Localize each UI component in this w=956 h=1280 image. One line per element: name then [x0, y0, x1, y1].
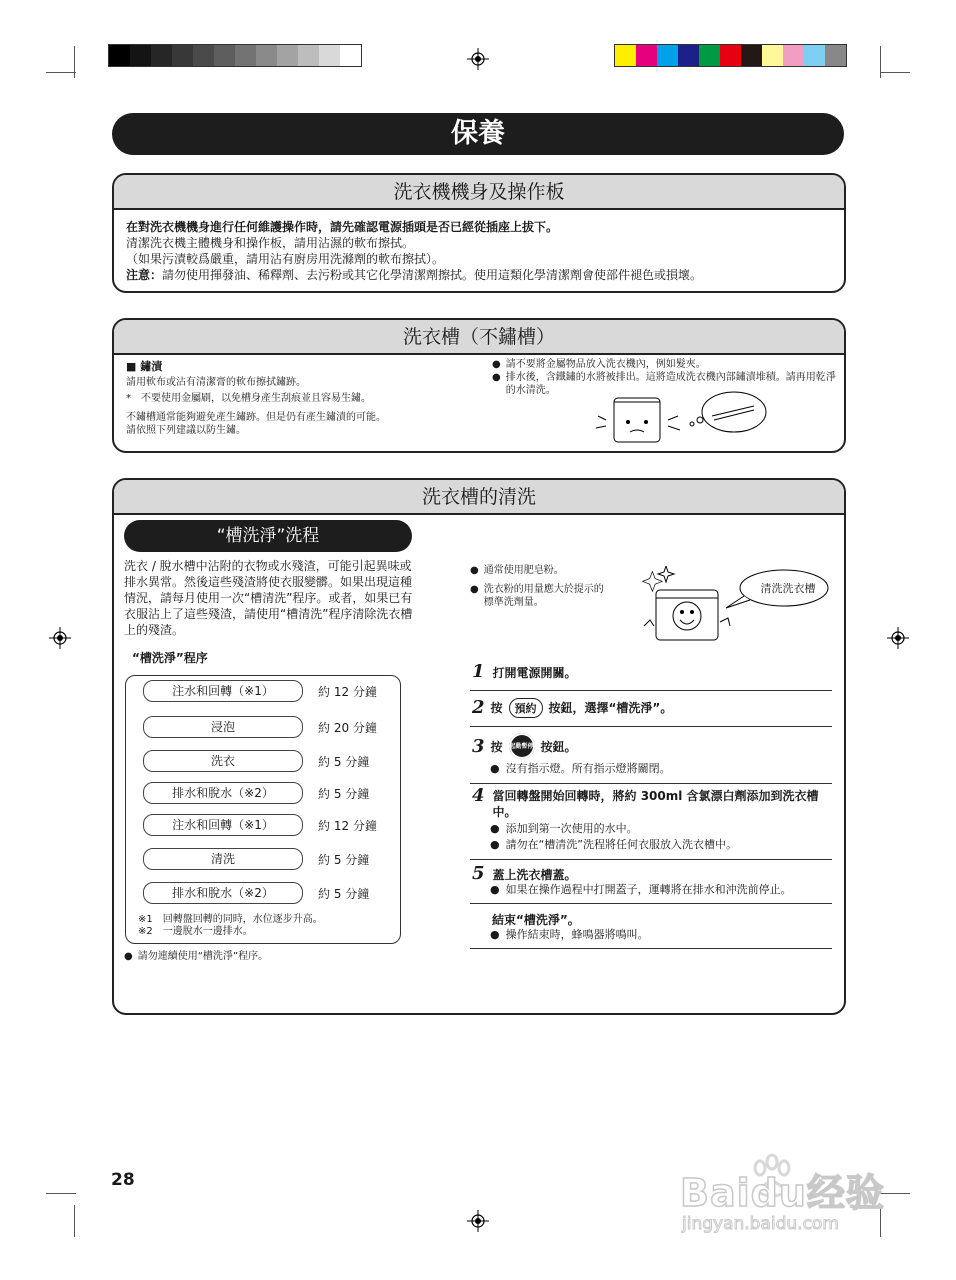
grayscale-calibration-bar: [108, 44, 362, 67]
color-swatch: [699, 45, 720, 66]
divider: [470, 690, 832, 691]
list-item: ● 操作結束時，蜂鳴器將鳴叫。: [490, 928, 649, 941]
list-item: ● 請不要將金屬物品放入洗衣機內，例如髮夾。: [492, 359, 706, 370]
list-item: ● 排水後，含鐵鏽的水將被排出。這將造成洗衣機內部鏽漬堆積。請再用乾淨的水清洗。: [492, 372, 836, 396]
divider: [470, 726, 832, 727]
gray-swatch: [109, 45, 130, 66]
list-item: ● 如果在操作過程中打開蓋子，運轉將在排水和沖洗前停止。: [490, 883, 792, 896]
gray-swatch: [193, 45, 214, 66]
step-2: 2 按 預約 按鈕，選擇“槽洗淨”。: [472, 697, 673, 718]
note-label: 注意：: [126, 268, 163, 282]
gray-swatch: [277, 45, 298, 66]
rust-label: ■ 鏽漬: [126, 360, 163, 373]
color-swatch: [636, 45, 657, 66]
baidu-watermark: [680, 1148, 910, 1248]
color-swatch: [741, 45, 762, 66]
flow-step: 排水和脫水（※2）: [143, 882, 303, 904]
color-swatch: [615, 45, 636, 66]
registration-mark-icon: [887, 627, 909, 649]
flow-time: 約 12 分鐘: [318, 685, 377, 699]
list-item: ● 添加到第一次使用的水中。: [490, 822, 638, 835]
start-pause-button-icon: 起動暫停: [509, 733, 535, 759]
flow-time: 約 20 分鐘: [318, 721, 377, 735]
color-calibration-bar: [614, 44, 847, 67]
crop-mark: [46, 1193, 76, 1194]
intro-text: 洗衣 / 脫水槽中沾附的衣物或水殘渣，可能引起異味或排水異常。然後這些殘渣將使衣服變髒。如果出現這種情況，請每月使用一次“槽清洗”程序。或者，如果已有衣服沾上了這些殘渣，請使用“槽清洗”程序清除洗衣槽上的殘渣。: [124, 559, 413, 637]
divider: [470, 783, 832, 784]
flow-time: 約 12 分鐘: [318, 819, 377, 833]
washing-machine-illustration: [588, 390, 768, 446]
section-stainless-tub: [112, 318, 846, 453]
crop-mark: [74, 1205, 75, 1237]
color-swatch: [762, 45, 783, 66]
gray-swatch: [172, 45, 193, 66]
tub-clean-program-heading: “槽洗淨”洗程: [124, 520, 412, 552]
step-5: 5 蓋上洗衣槽蓋。: [472, 863, 577, 884]
list-item: ● 通常使用肥皂粉。: [470, 565, 564, 576]
gray-swatch: [256, 45, 277, 66]
flow-step: 浸泡: [143, 716, 303, 738]
note-text: [126, 267, 832, 283]
flow-step: 排水和脫水（※2）: [143, 782, 303, 804]
program-title: “槽洗淨”程序: [132, 651, 208, 665]
flow-time: 約 5 分鐘: [318, 853, 370, 867]
crop-mark: [880, 46, 881, 78]
body-text: * 不要使用金屬刷，以免槽身產生刮痕並且容易生鏽。: [126, 393, 371, 404]
list-item: ● 沒有指示燈。所有指示燈將關閉。: [490, 762, 671, 775]
gray-swatch: [319, 45, 340, 66]
color-swatch: [825, 45, 846, 66]
list-item: ● 請勿在“槽清洗”洗程將任何衣服放入洗衣槽中。: [490, 838, 738, 851]
note-body: 請勿使用揮發油、稀釋劑、去污粉或其它化學清潔劑擦拭。使用這類化學清潔劑會使部件褪色或損壞。: [162, 268, 703, 282]
body-text: 請用軟布或沾有清潔膏的軟布擦拭鏽跡。: [126, 377, 306, 388]
speech-bubble-text: 清洗洗衣槽: [760, 582, 816, 595]
crop-mark: [880, 72, 910, 73]
flow-time: 約 5 分鐘: [318, 787, 370, 801]
warning-text: 在對洗衣機機身進行任何維護操作時，請先確認電源插頭是否已經從插座上拔下。: [126, 220, 559, 234]
footnote: ※2 一邊脫水一邊排水。: [138, 926, 253, 937]
body-text: 不鏽槽通常能夠避免產生鏽跡。但是仍有產生鏽漬的可能。請依照下列建議以防生鏽。: [126, 412, 386, 436]
section-heading: 洗衣槽的清洗: [114, 480, 844, 515]
registration-mark-icon: [467, 48, 489, 70]
watermark-url: jingyan.baidu.com: [682, 1214, 839, 1234]
body-text: 清潔洗衣機主體機身和操作板，請用沾濕的軟布擦拭。: [126, 236, 415, 250]
step-1: 1 打開電源開關。: [472, 661, 577, 682]
gray-swatch: [340, 45, 361, 66]
flow-time: 約 5 分鐘: [318, 887, 370, 901]
registration-mark-icon: [467, 1210, 489, 1232]
flow-step: 注水和回轉（※1）: [143, 680, 303, 702]
section-machine-body: [112, 173, 846, 293]
crop-mark: [46, 72, 76, 73]
divider: [470, 859, 832, 860]
crop-mark: [74, 46, 75, 78]
color-swatch: [804, 45, 825, 66]
color-swatch: [720, 45, 741, 66]
page-title: 保養: [112, 113, 844, 155]
end-step: 結束“槽洗淨”。: [492, 913, 580, 927]
gray-swatch: [130, 45, 151, 66]
color-swatch: [783, 45, 804, 66]
list-item: ● 洗衣粉的用量應大於提示的標準洗劑量。: [470, 584, 604, 608]
section-heading: 洗衣槽（不鏽槽）: [114, 320, 844, 355]
step-4: 4 當回轉盤開始回轉時，將約 300ml 含氯漂白劑添加到洗衣槽中。: [472, 785, 819, 819]
registration-mark-icon: [49, 627, 71, 649]
flow-step: 清洗: [143, 848, 303, 870]
gray-swatch: [214, 45, 235, 66]
gray-swatch: [235, 45, 256, 66]
flow-step: 注水和回轉（※1）: [143, 814, 303, 836]
list-item: ● 請勿連續使用“槽洗淨”程序。: [124, 951, 269, 962]
gray-swatch: [298, 45, 319, 66]
divider: [470, 903, 832, 904]
footnote: ※1 回轉盤回轉的同時，水位逐步升高。: [138, 914, 323, 925]
step-3: 3 按 起動暫停 按鈕。: [472, 733, 577, 759]
watermark-brand: Baidu经验: [680, 1171, 885, 1215]
gray-swatch: [151, 45, 172, 66]
body-text: （如果污漬較爲嚴重，請用沾有廚房用洗滌劑的軟布擦拭）。: [126, 252, 445, 266]
divider: [470, 948, 832, 949]
timer-button-icon: 預約: [509, 698, 543, 718]
flow-step: 洗衣: [143, 750, 303, 772]
flow-time: 約 5 分鐘: [318, 755, 370, 769]
color-swatch: [657, 45, 678, 66]
section-heading: 洗衣機機身及操作板: [114, 175, 844, 210]
happy-washing-machine-illustration: [634, 566, 834, 646]
color-swatch: [678, 45, 699, 66]
page-number: 28: [111, 1170, 135, 1190]
